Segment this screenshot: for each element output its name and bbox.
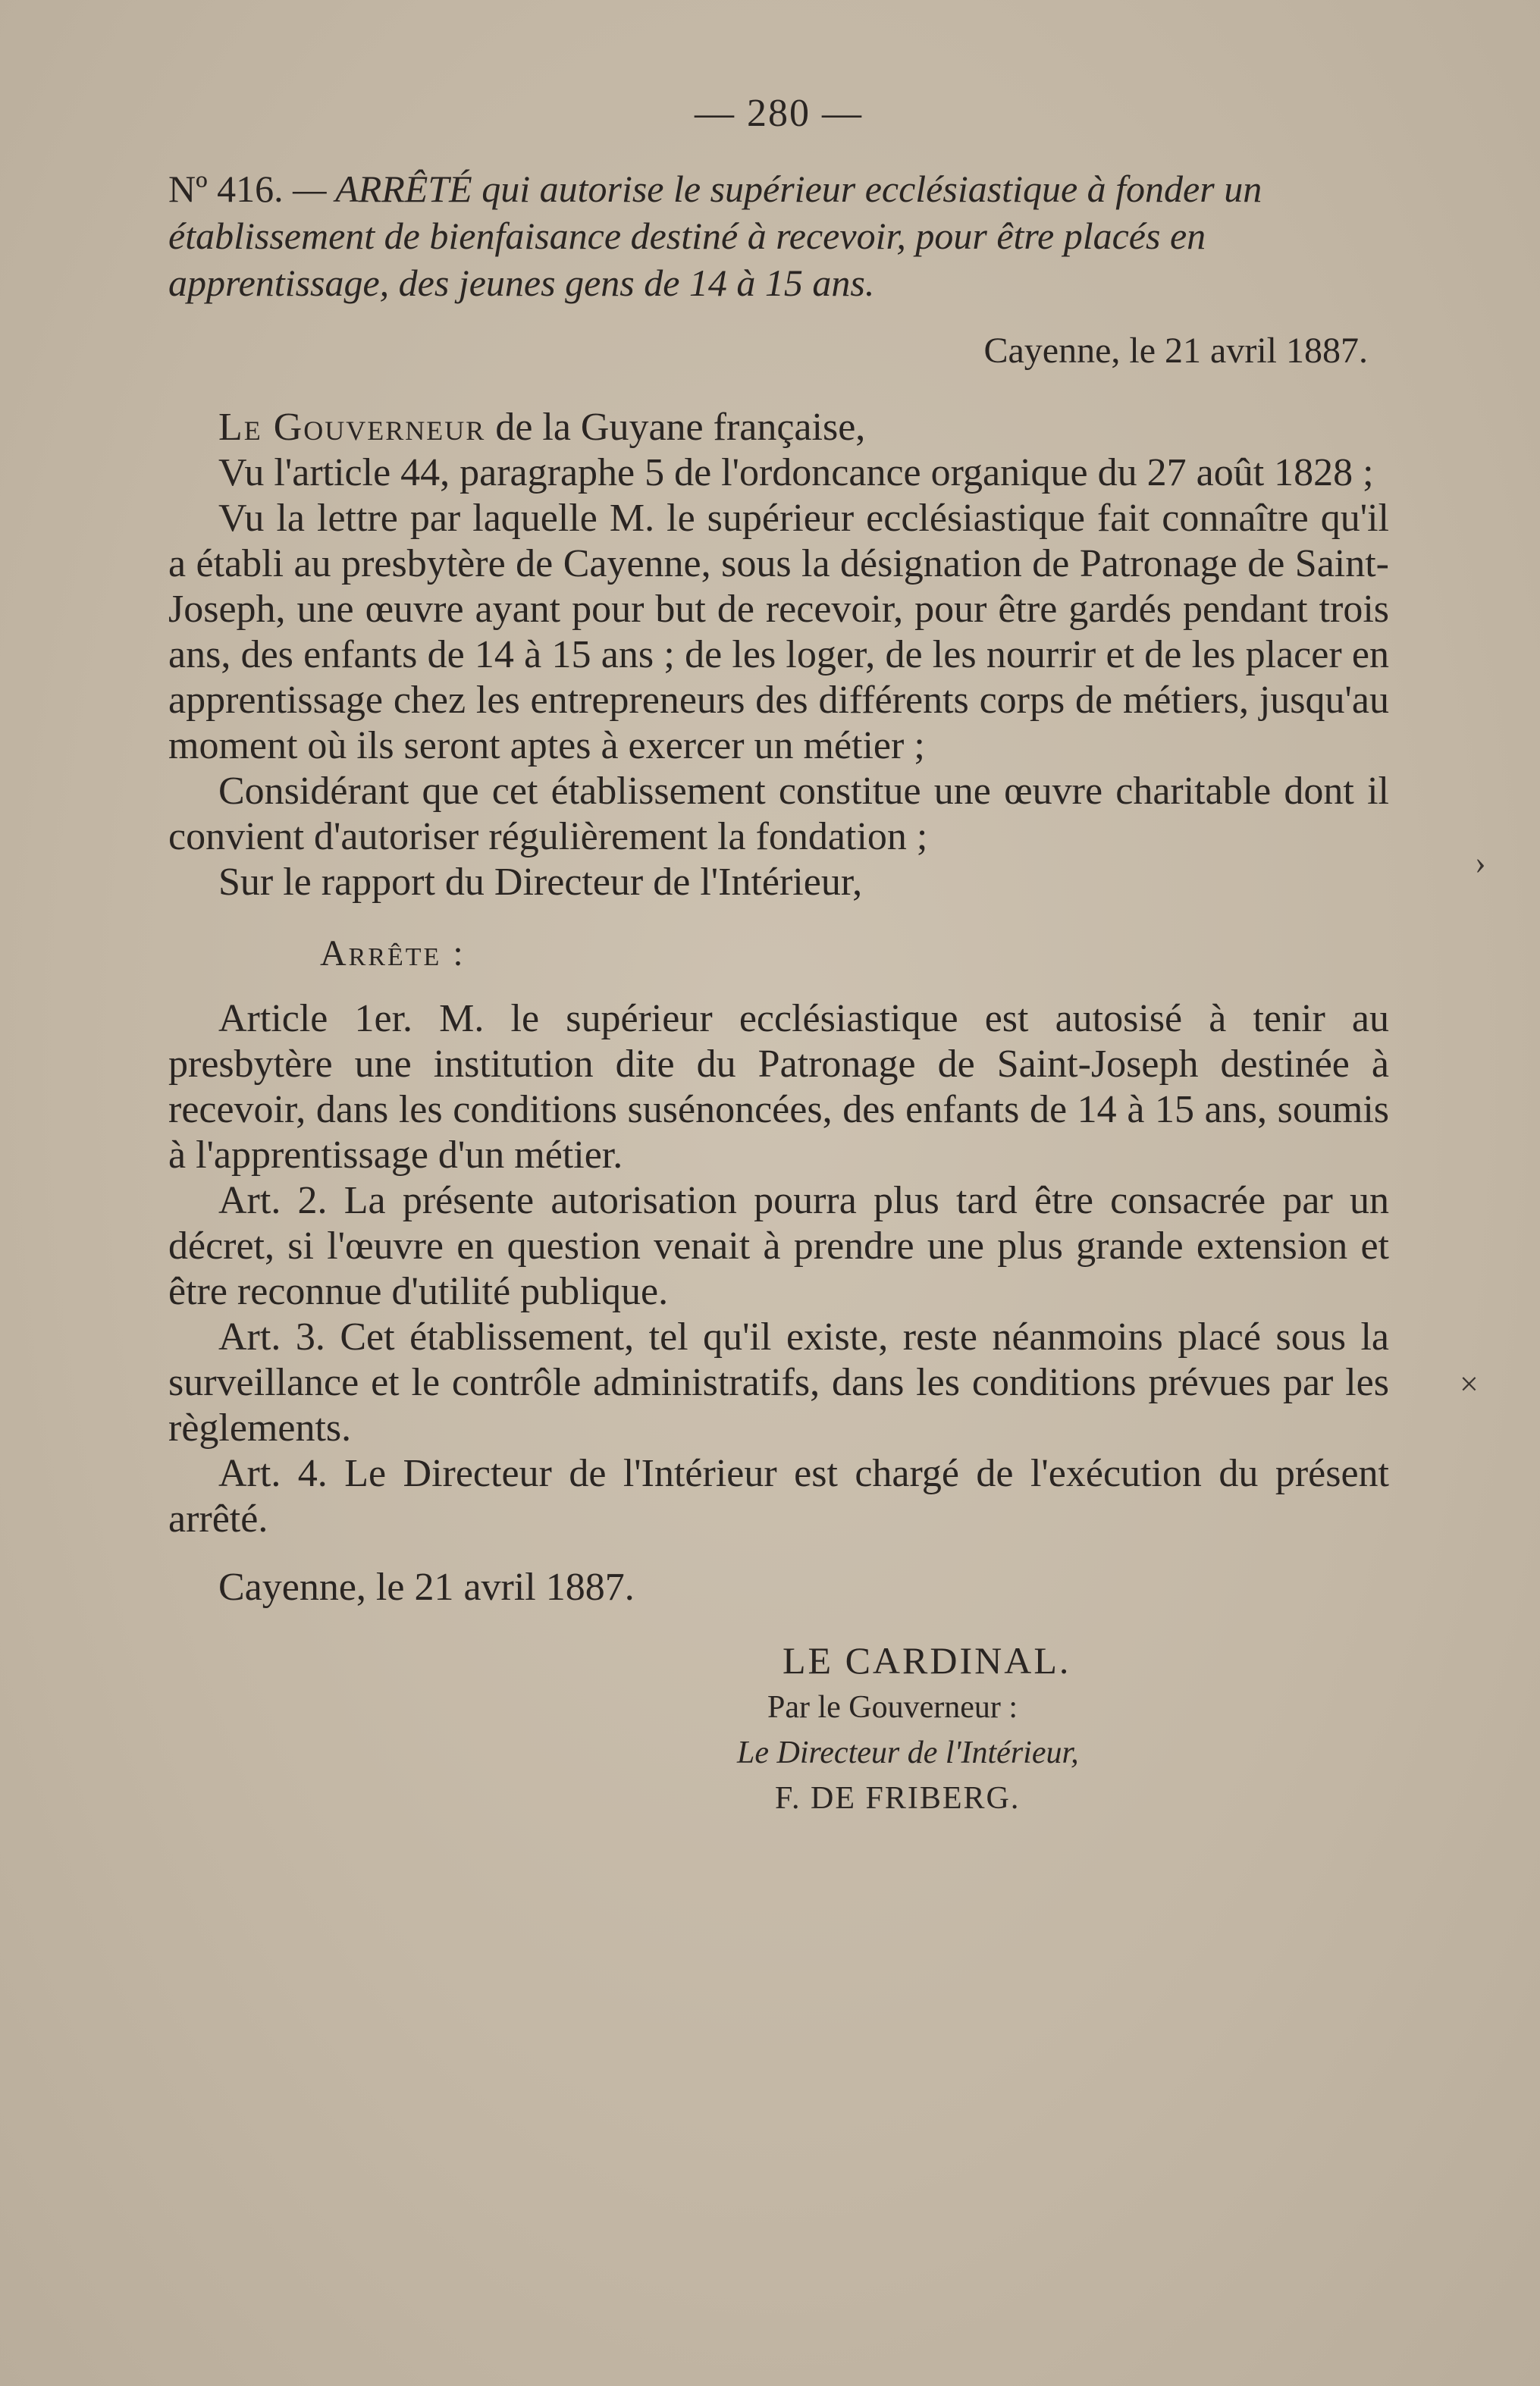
article-3: Art. 3. Cet établissement, tel qu'il existe, reste néanmoins placé sous la surveillance et le contrôle administratifs, dans les conditions prévues par les règlements.	[168, 1315, 1389, 1450]
paragraph-rapport: Sur le rapport du Directeur de l'Intérieur,	[218, 861, 863, 904]
paragraph-vu-lettre: Vu la lettre par laquelle M. le supérieur ecclésiastique fait connaître qu'il a établi au presbytère de Cayenne, sous la désignation de Patronage de Saint-Joseph, une œuvre ayant pour but de recevoir, pour être gardés pendant trois ans, des enfants de 14 à 15 ans ; de les loger, de les nourrir et de les placer en apprentissage chez les entrepreneurs des différents corps de métiers, jusqu'au moment où ils seront aptes à exercer un métier ;	[168, 497, 1389, 767]
decree-number: Nº 416.	[168, 168, 284, 210]
decree-heading	[168, 165, 1389, 306]
paragraph-vu-article: Vu l'article 44, paragraphe 5 de l'ordoncance organique du 27 août 1828 ;	[218, 451, 1374, 494]
margin-mark: ×	[1460, 1365, 1479, 1403]
gouverneur-rest: de la Guyane française,	[485, 406, 866, 449]
signatory-name: F. DE FRIBERG.	[775, 1781, 1021, 1816]
article-2: Art. 2. La présente autorisation pourra plus tard être consacrée par un décret, si l'œuvre en question venait à prendre une plus grande extension et être reconnue d'utilité publique.	[168, 1179, 1389, 1313]
article-4: Art. 4. Le Directeur de l'Intérieur est chargé de l'exécution du présent arrêté.	[168, 1452, 1389, 1541]
signature-name: LE CARDINAL.	[783, 1639, 1071, 1682]
signature-block	[737, 1636, 1389, 1821]
page-content	[168, 76, 1389, 1821]
paragraph-considerant: Considérant que cet établissement constitue une œuvre charitable dont il convient d'autoriser régulièrement la fondation ;	[168, 770, 1389, 858]
margin-mark: ›	[1475, 844, 1486, 881]
signature-par: Par le Gouverneur :	[767, 1690, 1018, 1725]
signature-title: Le Directeur de l'Intérieur,	[737, 1735, 1079, 1770]
article-1: Article 1er. M. le supérieur ecclésiastique est autosisé à tenir au presbytère une institution dite du Patronage de Saint-Joseph destinée à recevoir, dans les conditions susénoncées, des enfants de 14 à 15 ans, soumis à l'apprentissage d'un métier.	[168, 997, 1389, 1177]
page-number: — 280 —	[695, 92, 863, 135]
gouverneur-lead: Le Gouverneur	[218, 406, 486, 449]
closing-place-date: Cayenne, le 21 avril 1887.	[218, 1566, 635, 1609]
decree-title: — ARRÊTÉ qui autorise le supérieur ecclésiastique à fonder un établissement de bienfaisance destiné à recevoir, pour être placés en apprentissage, des jeunes gens de 14 à 15 ans.	[168, 168, 1262, 304]
arrete-heading: Arrête :	[320, 933, 466, 974]
gouverneur-line	[168, 405, 1389, 450]
dateline: Cayenne, le 21 avril 1887.	[983, 331, 1368, 371]
